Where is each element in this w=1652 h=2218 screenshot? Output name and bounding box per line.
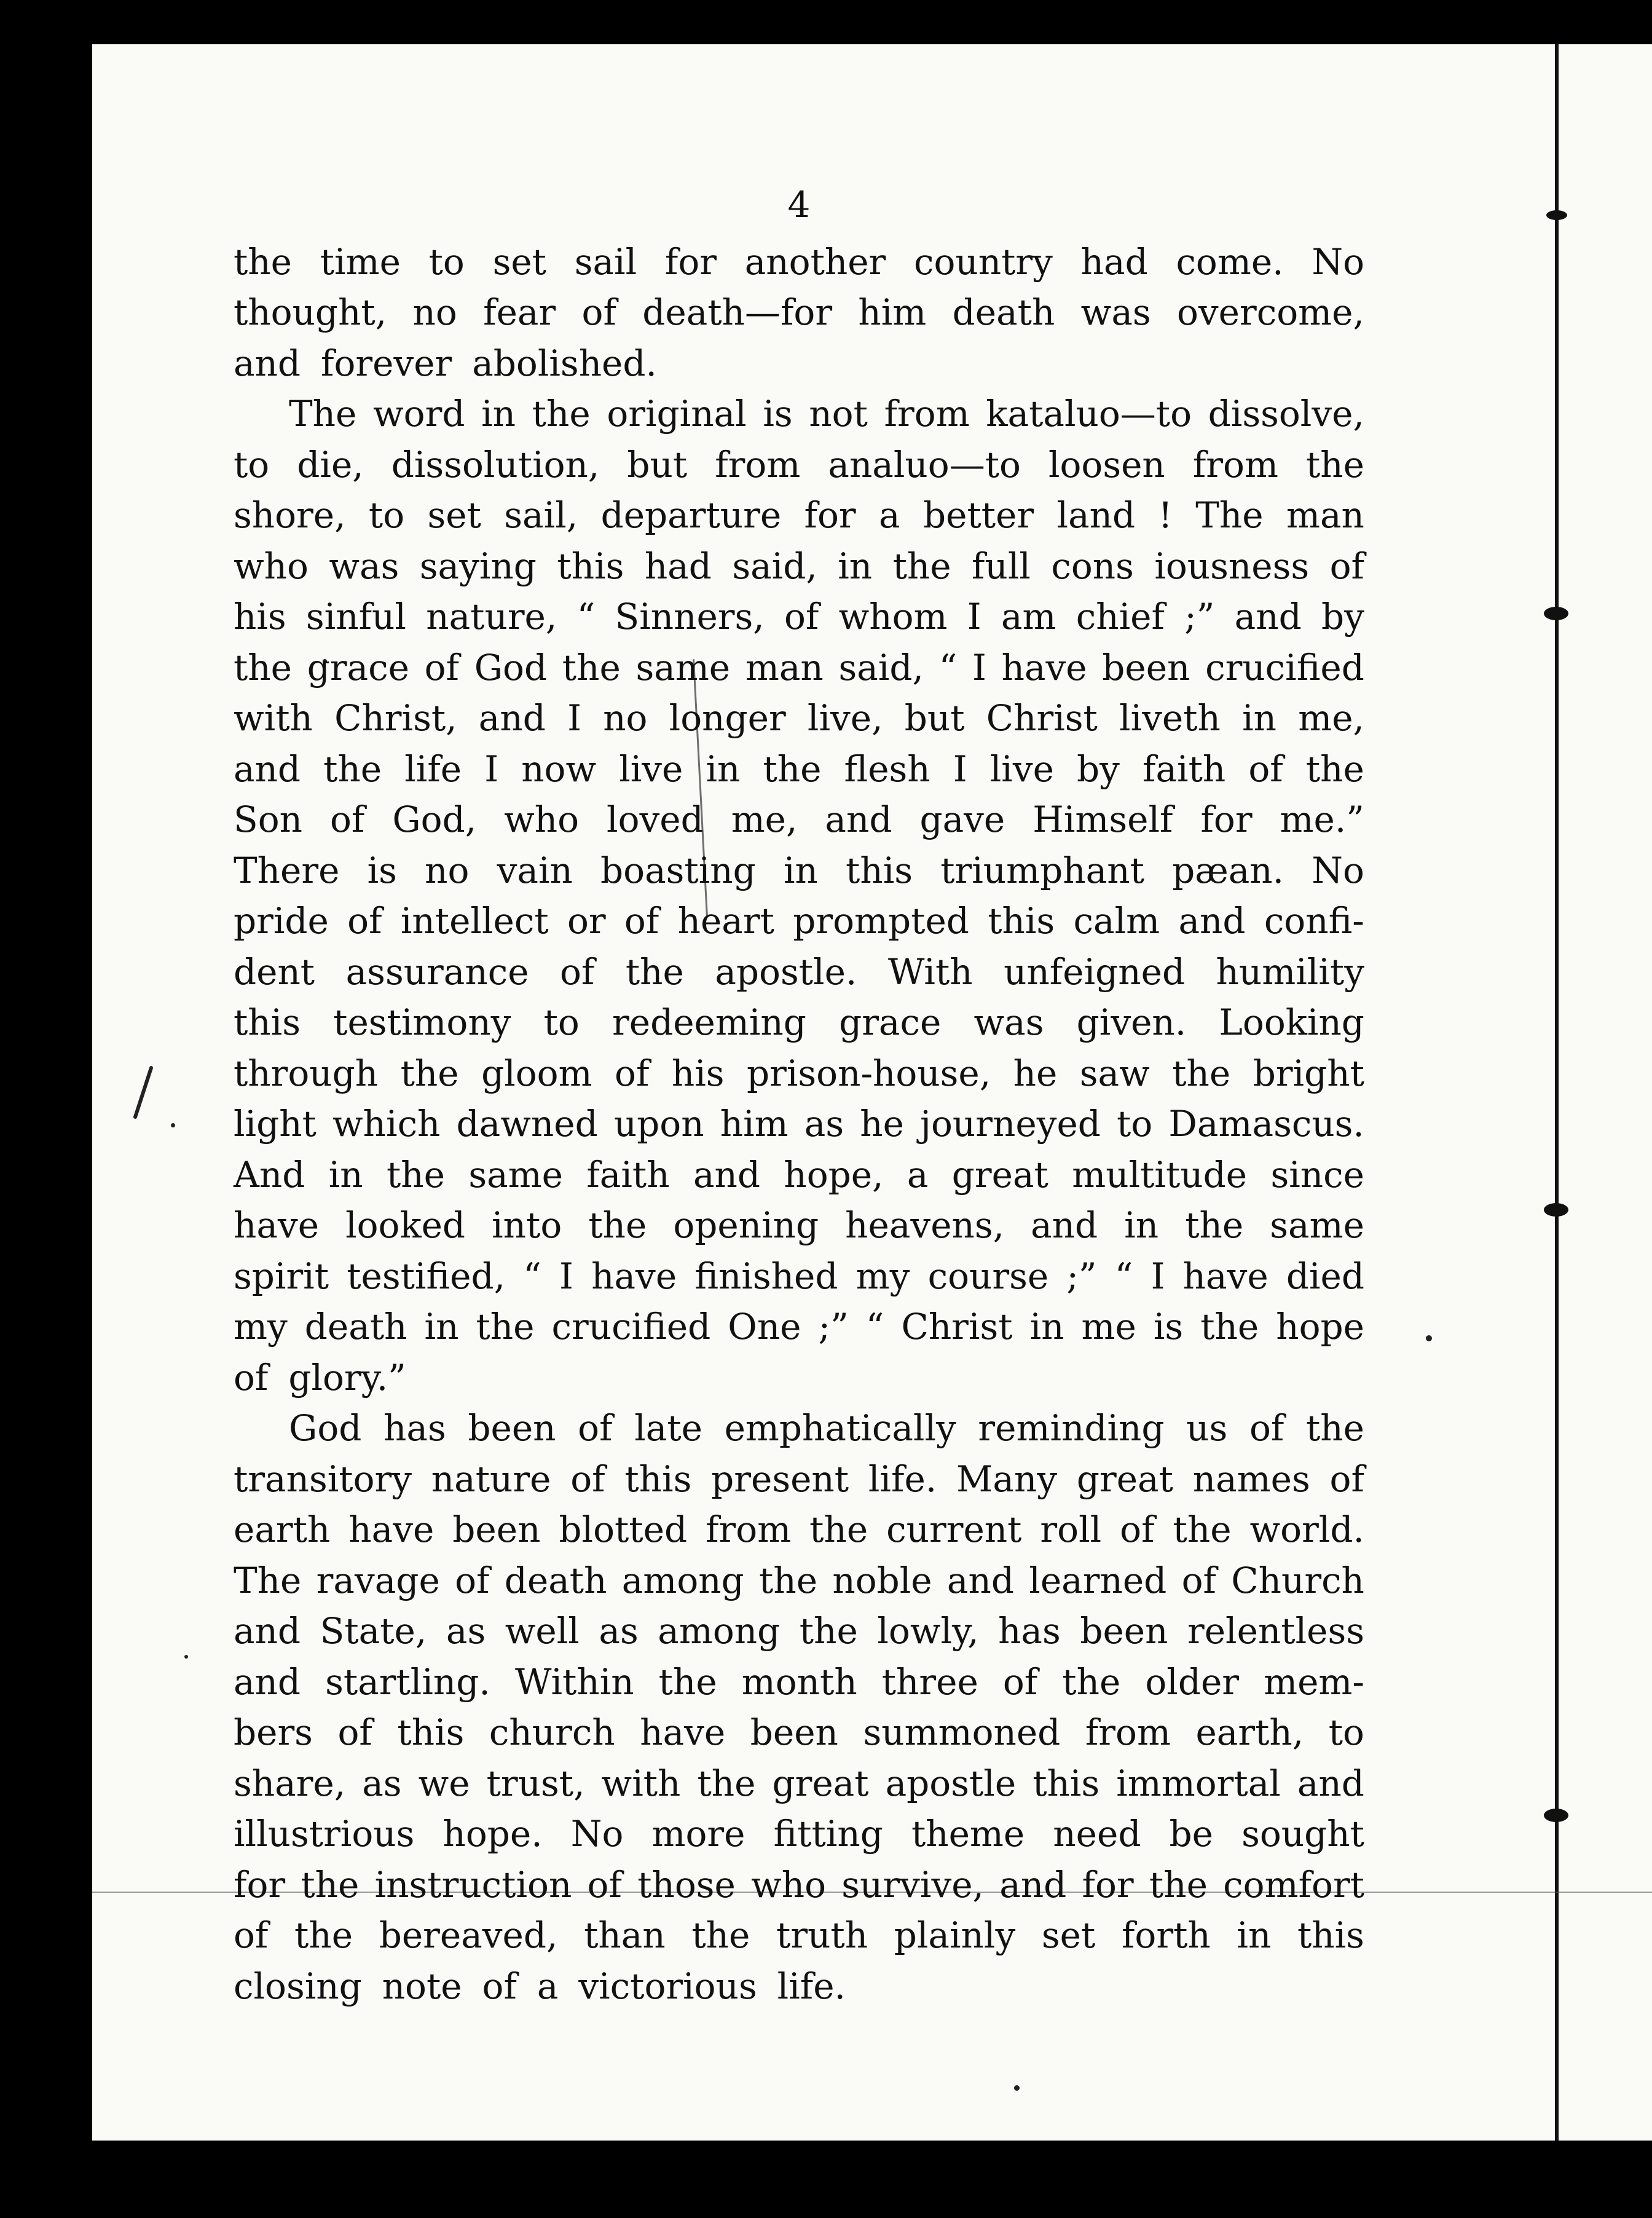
text-line: thought, no fear of death—for him death was overcome, (234, 291, 1364, 333)
text-line: share, as we trust, with the great apostle this immortal and (234, 1762, 1364, 1804)
text-line: through the gloom of his prison-house, he saw the bright (234, 1052, 1364, 1094)
gutter-blot (1544, 1809, 1568, 1822)
paragraph (234, 1403, 1364, 2011)
paragraphs (234, 237, 1364, 2012)
text-line: illustrious hope. No more fitting theme need be sought (234, 1813, 1364, 1855)
ink-speck (184, 1655, 188, 1659)
text-line: my death in the crucified One ;” “ Christ in me is the hope (234, 1306, 1364, 1348)
scanned-page (92, 44, 1652, 2141)
text-line: spirit testified, “ I have finished my course ;” “ I have died (234, 1255, 1364, 1297)
text-line: to die, dissolution, but from analuo—to loosen from the (234, 443, 1364, 486)
text-line: the grace of God the same man said, “ I have been crucified (234, 646, 1364, 689)
text-line: and forever abolished. (234, 342, 657, 384)
text-line: shore, to set sail, departure for a better land ! The man (234, 494, 1364, 536)
text-line: dent assurance of the apostle. With unfeigned humility (234, 950, 1364, 993)
text-line: this testimony to redeeming grace was given. Looking (234, 1001, 1364, 1043)
text-line: of glory.” (234, 1356, 406, 1399)
binding-gutter (1555, 44, 1559, 2141)
text-line: The word in the original is not from kataluo—to dissolve, (289, 393, 1364, 435)
gutter-blot (1546, 210, 1567, 220)
text-line: The ravage of death among the noble and learned of Church (234, 1559, 1364, 1601)
ink-speck (171, 1123, 175, 1127)
text-line: There is no vain boasting in this triumphant pæan. No (234, 849, 1364, 891)
text-line: and State, as well as among the lowly, has been relentless (234, 1610, 1364, 1652)
margin-pencil-mark (133, 1065, 154, 1119)
text-line: bers of this church have been summoned from earth, to (234, 1711, 1364, 1753)
text-line: light which dawned upon him as he journeyed to Damascus. (234, 1103, 1364, 1145)
gutter-blot (1544, 1203, 1568, 1217)
text-line: And in the same faith and hope, a great multitude since (234, 1153, 1364, 1196)
page-number: 4 (787, 184, 811, 226)
body-text (234, 180, 1364, 2011)
text-line: earth have been blotted from the current roll of the world. (234, 1509, 1364, 1550)
text-line: of the bereaved, than the truth plainly set forth in this (234, 1914, 1364, 1956)
text-line: God has been of late emphatically reminding us of the (289, 1407, 1364, 1449)
text-line: for the instruction of those who survive, and for the comfort (234, 1863, 1364, 1906)
ink-speck (1014, 2085, 1020, 2091)
text-line: transitory nature of this present life. Many great names of (234, 1458, 1364, 1500)
text-line: pride of intellect or of heart prompted this calm and confi- (234, 900, 1364, 942)
text-line: who was saying this had said, in the full cons iousness of (234, 545, 1364, 587)
text-line: with Christ, and I no longer live, but Christ liveth in me, (234, 697, 1364, 739)
paragraph (234, 389, 1364, 1403)
gutter-blot (1544, 607, 1568, 620)
text-line: the time to set sail for another country had come. No (234, 240, 1364, 283)
text-line: and the life I now live in the flesh I live by faith of the (234, 748, 1364, 790)
text-line: closing note of a victorious life. (234, 1965, 846, 2007)
text-line: his sinful nature, “ Sinners, of whom I am chief ;” and by (234, 596, 1364, 637)
text-line: and startling. Within the month three of the older mem- (234, 1660, 1364, 1703)
paragraph (234, 237, 1364, 389)
text-line: Son of God, who loved me, and gave Himself for me.” (234, 799, 1364, 840)
text-line: have looked into the opening heavens, and in the same (234, 1204, 1364, 1246)
ink-speck (1426, 1335, 1432, 1341)
